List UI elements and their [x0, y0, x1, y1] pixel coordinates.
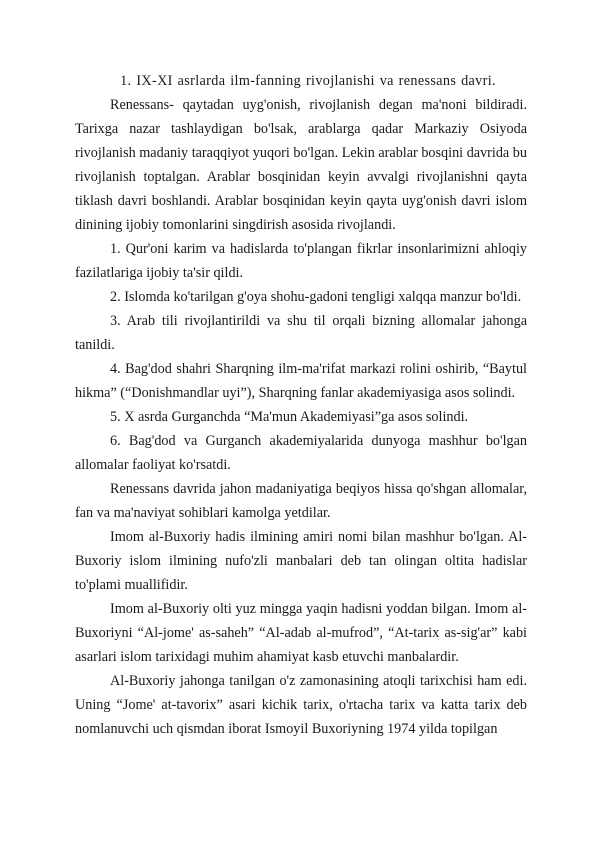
paragraph-renessans-allomalar: Renessans davrida jahon madaniyatiga beqiyos hissa qo'shgan allomalar, fan va ma'naviyat sohiblari kamolga yetdilar.	[75, 481, 527, 521]
paragraph-item-6: 6. Bag'dod va Gurganch akademiyalarida dunyoga mashhur bo'lgan allomalar faoliyat ko'rsatdi.	[75, 433, 527, 473]
section-heading: 1. IX-XI asrlarda ilm-fanning rivojlanishi va renessans davri.	[120, 73, 496, 89]
paragraph-buxoriy-asarlari: Imom al-Buxoriy olti yuz mingga yaqin hadisni yoddan bilgan. Imom al-Buxoriyni “Al-jome' as-saheh” “Al-adab al-mufrod”, “At-tarix as-sig'ar” kabi asarlari islom tarixidagi muhim ahamiyat kasb etuvchi manbalardir.	[75, 601, 527, 665]
paragraph-item-5: 5. X asrda Gurganchda “Ma'mun Akademiyasi”ga asos solindi.	[110, 409, 469, 425]
paragraph-renessans-intro: Renessans- qaytadan uyg'onish, rivojlanish degan ma'noni bildiradi. Tarixga nazar tashlaydigan bo'lsak, arablarga qadar Markaziy Osiyoda rivojlanish madaniy taraqqiyot yuqori bo'lgan. Lekin arablar bosqini davrida bu rivojlanish toptalgan. Arablar bosqinidan keyin avvalgi rivojlanishni qayta tiklash davri boshlandi. Arablar bosqinidan keyin qayta uyg'onish davri islom dinining ijobiy tomonlarini singdirish asosida rivojlandi.	[75, 97, 527, 233]
paragraph-buxoriy-tarixchi: Al-Buxoriy jahonga tanilgan o'z zamonasining atoqli tarixchisi ham edi. Uning “Jome' at-tavorix” asari kichik tarix, o'rtacha tarix va katta tarix deb nomlanuvchi uch qismdan iborat Ismoyil Buxoriyning 1974 yilda topilgan	[75, 673, 527, 737]
paragraph-buxoriy-hadis: Imom al-Buxoriy hadis ilmining amiri nomi bilan mashhur bo'lgan. Al-Buxoriy islom ilmining nufo'zli manbalari deb tan olingan oltita hadislar to'plami muallifidir.	[75, 529, 527, 593]
paragraph-item-3: 3. Arab tili rivojlantirildi va shu til orqali bizning allomalar jahonga tanildi.	[75, 313, 527, 353]
paragraph-item-2: 2. Islomda ko'tarilgan g'oya shohu-gadoni tengligi xalqqa manzur bo'ldi.	[110, 289, 522, 305]
paragraph-item-1: 1. Qur'oni karim va hadislarda to'plangan fikrlar insonlarimizni ahloqiy fazilatlariga ijobiy ta'sir qildi.	[75, 241, 527, 281]
paragraph-item-4: 4. Bag'dod shahri Sharqning ilm-ma'rifat markazi rolini oshirib, “Baytul hikma” (“Donishmandlar uyi”), Sharqning fanlar akademiyasiga asos solindi.	[75, 361, 527, 401]
